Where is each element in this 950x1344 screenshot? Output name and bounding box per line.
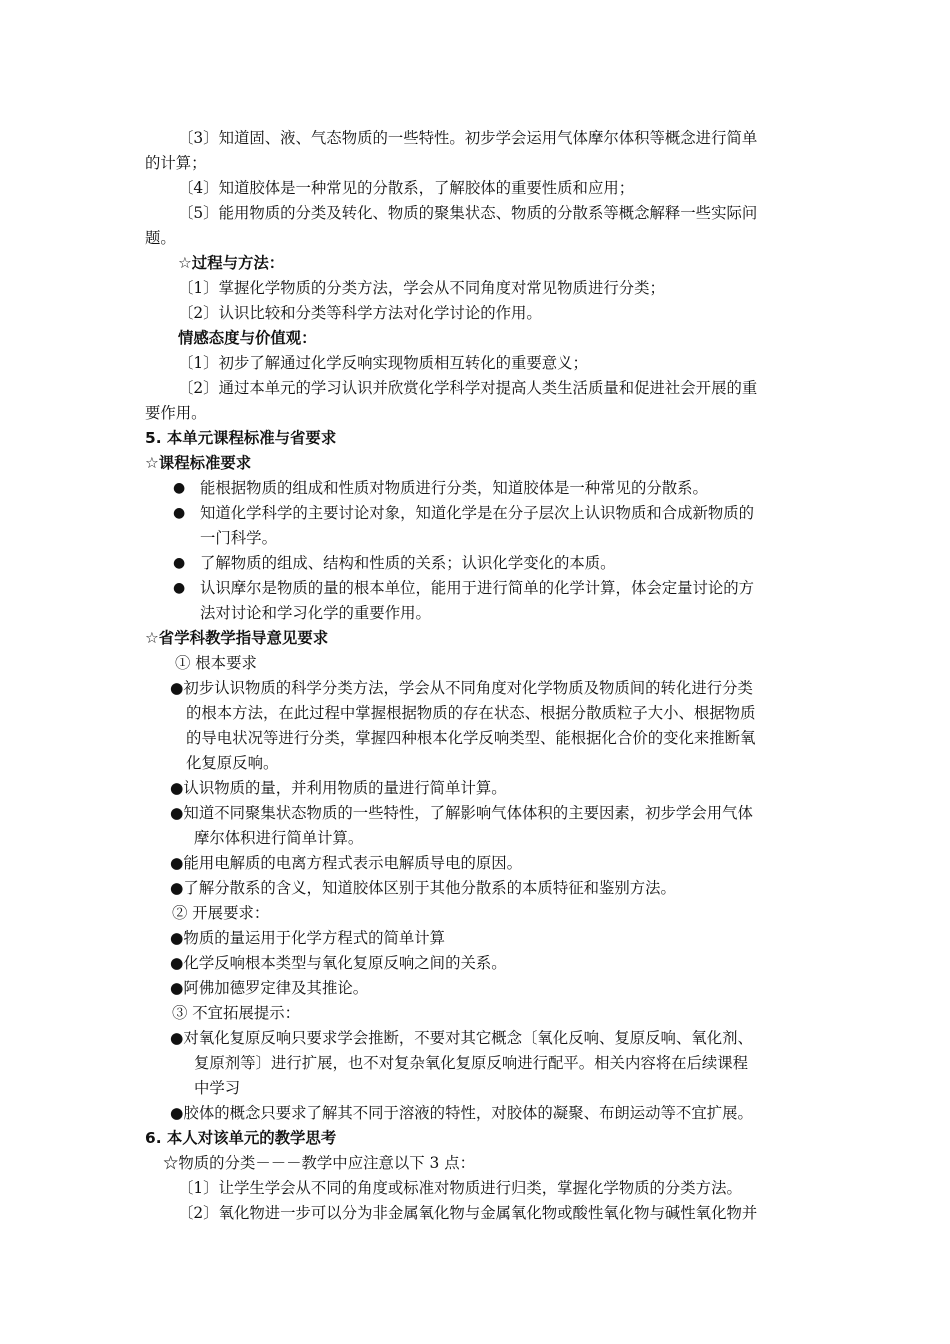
objective-k3-line2: 的计算； (145, 154, 207, 172)
bullet-icon: ● (173, 505, 186, 521)
emotion-item-2-line1: 〔2〕通过本单元的学习认识并欣赏化学科学对提高人类生活质量和促进社会开展的重 (178, 379, 758, 397)
basic-requirements-heading: ① 根本要求 (175, 654, 257, 672)
standard-item-4-line2: 法对讨论和学习化学的重要作用。 (200, 604, 431, 622)
emotion-heading: 情感态度与价值观： (178, 329, 317, 347)
standard-item-2-line2: 一门科学。 (200, 529, 277, 547)
basic-item-3-line2: 摩尔体积进行简单计算。 (194, 829, 364, 847)
bullet-icon: ● (173, 580, 186, 596)
basic-item-1-line2: 的根本方法，在此过程中掌握根据物质的存在状态、根据分散质粒子大小、根据物质 (186, 704, 756, 722)
objective-k3-line1: 〔3〕知道固、液、气态物质的一些特性。初步学会运用气体摩尔体积等概念进行简单 (178, 129, 758, 147)
standard-item-3: 了解物质的组成、结构和性质的关系；认识化学变化的本质。 (200, 554, 616, 572)
emotion-item-1: 〔1〕初步了解通过化学反响实现物质相互转化的重要意义； (178, 354, 588, 372)
basic-item-4: ●能用电解质的电离方程式表示电解质导电的原因。 (170, 854, 523, 872)
objective-k5-line2: 题。 (145, 229, 176, 247)
standard-item-4-line1: 认识摩尔是物质的量的根本单位，能用于进行简单的化学计算，体会定量讨论的方 (200, 579, 755, 597)
section-6-heading: 6. 本人对该单元的教学思考 (145, 1129, 337, 1147)
process-method-heading: ☆过程与方法： (178, 254, 285, 272)
no-extension-item-2: ●胶体的概念只要求了解其不同于溶液的特性，对胶体的凝聚、布朗运动等不宜扩展。 (170, 1104, 753, 1122)
standard-item-2-line1: 知道化学科学的主要讨论对象，知道化学是在分子层次上认识物质和合成新物质的 (200, 504, 755, 522)
objective-k5-line1: 〔5〕能用物质的分类及转化、物质的聚集状态、物质的分散系等概念解释一些实际问 (178, 204, 758, 222)
process-item-2: 〔2〕认识比较和分类等科学方法对化学讨论的作用。 (178, 304, 542, 322)
basic-item-1-line4: 化复原反响。 (186, 754, 279, 772)
no-extension-item-1-line2: 复原剂等〕进行扩展，也不对复杂氧化复原反响进行配平。相关内容将在后续课程 (194, 1054, 749, 1072)
development-item-3: ●阿佛加德罗定律及其推论。 (170, 979, 369, 997)
process-item-1: 〔1〕掌握化学物质的分类方法，学会从不同角度对常见物质进行分类； (178, 279, 665, 297)
classification-subheading: ☆物质的分类－－－教学中应注意以下 3 点： (163, 1154, 475, 1172)
province-guidance-heading: ☆省学科教学指导意见要求 (145, 629, 329, 647)
standard-item-1: 能根据物质的组成和性质对物质进行分类，知道胶体是一种常见的分散系。 (200, 479, 708, 497)
basic-item-5: ●了解分散系的含义，知道胶体区别于其他分散系的本质特征和鉴别方法。 (170, 879, 676, 897)
teaching-point-1: 〔1〕让学生学会从不同的角度或标准对物质进行归类，掌握化学物质的分类方法。 (178, 1179, 742, 1197)
basic-item-1-line3: 的导电状况等进行分类，掌握四种根本化学反响类型、能根据化合价的变化来推断氧 (186, 729, 756, 747)
objective-k4: 〔4〕知道胶体是一种常见的分散系，了解胶体的重要性质和应用； (178, 179, 635, 197)
no-extension-item-1-line3: 中学习 (194, 1079, 241, 1097)
no-extension-item-1-line1: ●对氧化复原反响只要求学会推断，不要对其它概念〔氧化反响、复原反响、氧化剂、 (170, 1029, 753, 1047)
basic-item-3-line1: ●知道不同聚集状态物质的一些特性，了解影响气体体积的主要因素，初步学会用气体 (170, 804, 753, 822)
development-item-2: ●化学反响根本类型与氧化复原反响之间的关系。 (170, 954, 507, 972)
development-requirements-heading: ② 开展要求： (172, 904, 270, 922)
basic-item-1-line1: ●初步认识物质的科学分类方法，学会从不同角度对化学物质及物质间的转化进行分类 (170, 679, 753, 697)
development-item-1: ●物质的量运用于化学方程式的简单计算 (170, 929, 446, 947)
bullet-icon: ● (173, 555, 186, 571)
curriculum-standard-heading: ☆课程标准要求 (145, 454, 252, 472)
no-extension-heading: ③ 不宜拓展提示： (172, 1004, 301, 1022)
bullet-icon: ● (173, 480, 186, 496)
teaching-point-2: 〔2〕氧化物进一步可以分为非金属氧化物与金属氧化物或酸性氧化物与碱性氧化物并 (178, 1204, 758, 1222)
basic-item-2: ●认识物质的量，并利用物质的量进行简单计算。 (170, 779, 507, 797)
section-5-heading: 5. 本单元课程标准与省要求 (145, 429, 337, 447)
emotion-item-2-line2: 要作用。 (145, 404, 207, 422)
